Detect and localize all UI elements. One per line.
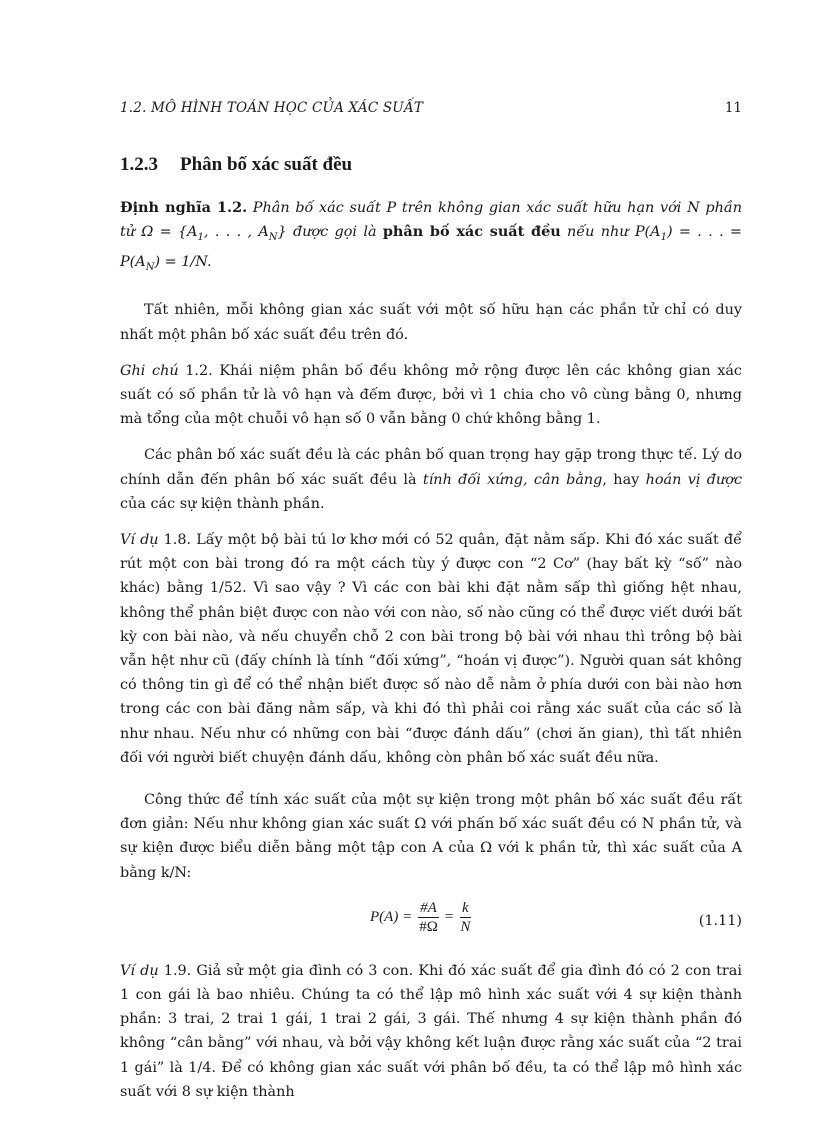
running-title: 1.2. MÔ HÌNH TOÁN HỌC CỦA XÁC SUẤT xyxy=(120,100,424,116)
paragraph-symmetry: Các phân bố xác suất đều là các phân bố quan trọng hay gặp trong thực tế. Lý do chính dẫn đến phân bố xác suất đều là tính đối xứng, cân bằng, hay hoán vị được của các sự kiện thành phần. xyxy=(120,447,742,512)
example-1-8: Ví dụ 1.8. Lấy một bộ bài tú lơ khơ mới có 52 quân, đặt nằm sấp. Khi đó xác suất để rút một con bài trong đó ra một cách tùy ý được con “2 Cơ” (hay bất kỳ “số” nào khác) bằng 1/52. Vì sao vậy ? Vì các con bài khi đặt nằm sấp thì giống hệt nhau, không thể phân biệt được con nào với con nào, số nào cũng có thể được viết dưới bất kỳ con bài nào, và nếu chuyển chỗ 2 con bài trong bộ bài với nhau thì trông bộ bài vẫn hệt như cũ (đấy chính là tính “đối xứng”, “hoán vị được”). Người quan sát không có thông tin gì để có thể nhận biết được số nào dễ nằm ở phía dưới con bài nào hơn trong các con bài đăng nằm sấp, và khi đó thì phải coi rằng xác suất của các số là như nhau. Nếu như có những con bài “được đánh dấu” (chơi ăn gian), thì tất nhiên đối với người biết chuyện đánh dấu, không còn phân bố xác suất đều nữa. xyxy=(120,531,742,766)
running-header xyxy=(120,100,742,120)
equation-body: P(A) = $\frac{\#A}{\#\Omega}$ = $\frac{k}{N}$ xyxy=(370,899,471,935)
emphasis-symmetry: tính đối xứng, cân bằng xyxy=(422,471,603,488)
example-1-9: Ví dụ 1.9. Giả sử một gia đình có 3 con. Khi đó xác suất để gia đình đó có 2 con trai 1 con gái là bao nhiêu. Chúng ta có thể lập mô hình xác suất với 4 sự kiện thành phần: 3 trai, 2 trai 1 gái, 1 trai 2 gái, 3 gái. Thế nhưng 4 sự kiện thành phần đó không “cân bằng” với nhau, và bởi vậy không kết luận được rằng xác suất của “2 trai 1 gái” là 1/4. Để có không gian xác suất với phân bố đều, ta có thể lập mô hình xác suất với 8 sự kiện thành xyxy=(120,962,742,1100)
definition-block: Định nghĩa 1.2. Phân bố xác suất P trên không gian xác suất hữu hạn với N phần tử $\Omega = \{A_1$, . . . , $A_N$} được gọi là phân bố xác suất đều nếu như $P(A_1)$ = . . . = $P(A_N) = 1/N$. xyxy=(120,199,742,274)
example-label: Ví dụ xyxy=(120,962,159,979)
paragraph-uniqueness: Tất nhiên, mỗi không gian xác suất với một số hữu hạn các phần tử chỉ có duy nhất một phân bố xác suất đều trên đó. xyxy=(120,302,742,343)
equation-tag: (1.11) xyxy=(698,912,742,929)
section-title: Phân bố xác suất đều xyxy=(180,154,353,175)
emphasis-permutable: hoán vị được xyxy=(645,471,742,488)
definition-term: phân bố xác suất đều xyxy=(382,223,561,241)
note-label: Ghi chú xyxy=(120,362,179,379)
fraction-k-over-n: $\frac{k}{N}$ xyxy=(460,899,471,935)
fraction-count-ratio: $\frac{\#A}{\#\Omega}$ xyxy=(419,899,438,935)
section-number: 1.2.3 xyxy=(120,154,158,175)
note-block: Ghi chú 1.2. Khái niệm phân bố đều không mở rộng được lên các không gian xác suất có số phần tử là vô hạn và đếm được, bởi vì 1 chia cho vô cùng bằng 0, nhưng mà tổng của một chuỗi vô hạn số 0 vẫn bằng 0 chứ không bằng 1. xyxy=(120,362,742,428)
equation-1-11 xyxy=(120,897,742,945)
equation-lhs: P(A) = xyxy=(370,909,413,926)
example-label: Ví dụ xyxy=(120,531,159,548)
page-content xyxy=(120,150,742,1116)
definition-label: Định nghĩa 1.2. xyxy=(120,199,248,216)
page-number: 11 xyxy=(724,100,742,116)
paragraph-formula: Công thức để tính xác suất của một sự kiện trong một phân bố xác suất đều rất đơn giản: Nếu như không gian xác suất Ω với phấn bố xác suất đều có N phần tử, và sự kiện được biểu diễn bằng một tập con A của Ω với k phần tử, thì xác suất của A bằng k/N: xyxy=(120,792,742,881)
section-heading xyxy=(120,152,742,178)
